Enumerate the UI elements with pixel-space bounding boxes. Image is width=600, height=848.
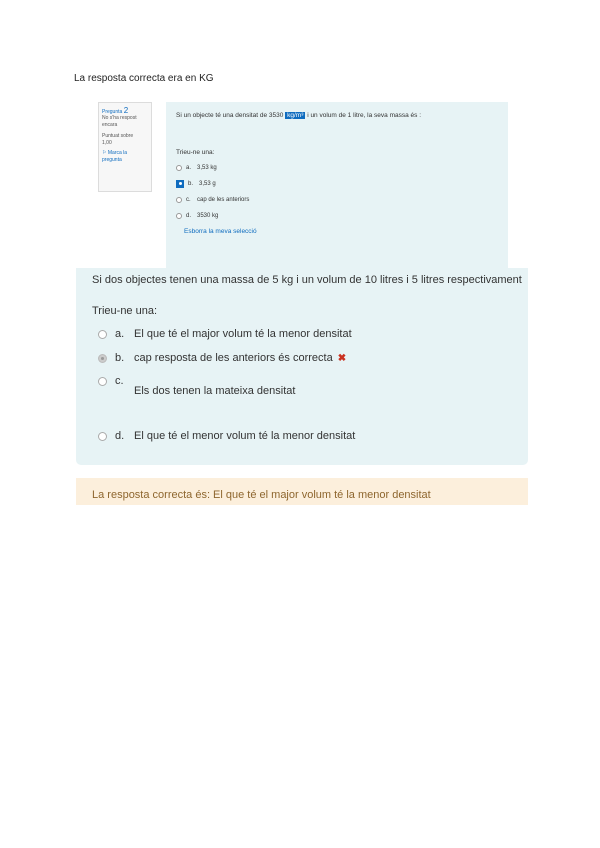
answer-option-b[interactable]: b. cap resposta de les anteriors és correcta ✖ (98, 352, 346, 364)
choose-one-label-2: Trieu-ne una: (92, 305, 158, 317)
mark-label: Puntuat sobre (102, 133, 134, 139)
radio-b-selected[interactable] (176, 180, 184, 188)
radio-a[interactable] (176, 165, 182, 171)
radio-a[interactable] (98, 330, 107, 339)
flag-icon: ⚐ (102, 150, 107, 156)
radio-c[interactable] (176, 197, 182, 203)
question-text-2: Si dos objectes tenen una massa de 5 kg i un volum de 10 litres i 5 litres respectivament (92, 274, 522, 286)
question-number: Pregunta 2 (102, 106, 129, 115)
question-status: No s'ha respost encara (102, 115, 137, 128)
flag-question-link[interactable]: ⚐ Marca la pregunta (102, 150, 128, 163)
cross-icon: ✖ (337, 352, 347, 364)
radio-b-selected[interactable] (98, 354, 107, 363)
option-a[interactable]: a. 3,53 kg (176, 163, 498, 172)
intro-text: La resposta correcta era en KG (74, 73, 214, 84)
answer-option-d[interactable]: d. El que té el menor volum té la menor densitat (98, 430, 355, 442)
choose-one-label: Trieu-ne una: (176, 149, 215, 156)
correct-answer-feedback: La resposta correcta és: El que té el major volum té la menor densitat (76, 478, 528, 505)
radio-c[interactable] (98, 377, 107, 386)
question-text-1: Si un objecte té una densitat de 3530 kg/m³ i un volum de 1 litre, la seva massa és : (176, 112, 421, 119)
option-c[interactable]: c. cap de les anteriors (176, 195, 498, 204)
question-panel-2 (76, 268, 528, 465)
question-panel-1 (166, 102, 508, 268)
question-info-box (98, 102, 152, 192)
radio-d[interactable] (98, 432, 107, 441)
highlighted-unit: kg/m³ (287, 112, 304, 119)
answer-option-c[interactable]: c. Els dos tenen la mateixa densitat (98, 380, 295, 392)
screenshot-question-2 (98, 102, 508, 268)
option-d[interactable]: d. 3530 kg (176, 211, 498, 220)
radio-d[interactable] (176, 213, 182, 219)
option-b[interactable]: b. 3,53 g (176, 179, 498, 188)
answer-option-a[interactable]: a. El que té el major volum té la menor densitat (98, 328, 352, 340)
mark-value: 1,00 (102, 140, 112, 146)
clear-selection-link[interactable]: Esborra la meva selecció (184, 228, 257, 235)
